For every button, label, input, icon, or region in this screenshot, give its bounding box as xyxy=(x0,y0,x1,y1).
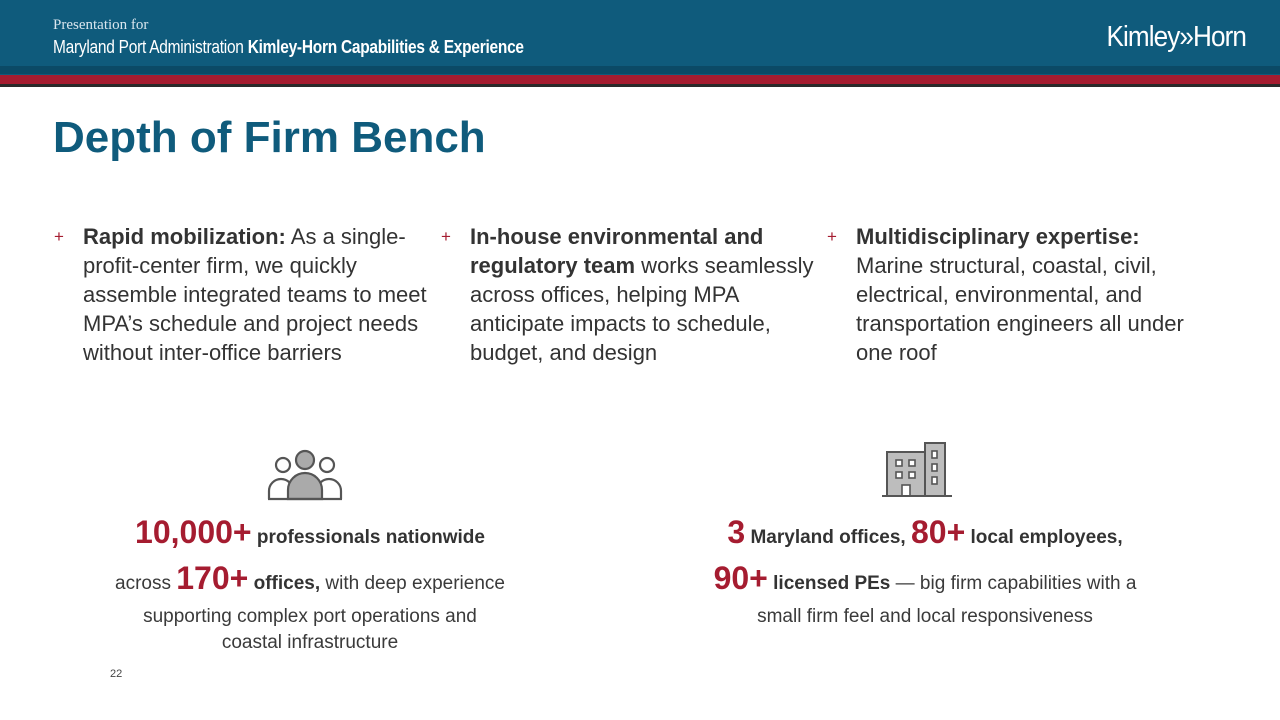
bullet-item xyxy=(441,222,815,367)
people-group-icon xyxy=(266,448,344,509)
header-red-band xyxy=(0,75,1280,84)
stat-line xyxy=(60,558,560,604)
plus-icon: + xyxy=(54,227,64,246)
header-strip xyxy=(0,66,1280,74)
stat-line xyxy=(660,512,1190,558)
stat-label: licensed PEs xyxy=(773,573,891,594)
stat-prefix: across xyxy=(115,573,177,594)
bullet-text: works seamlessly across offices, helping MPA anticipate impacts to schedule, budget, and design xyxy=(470,253,814,365)
bullet-heading: In-house environmental and regulatory team xyxy=(470,224,764,278)
bullet-item xyxy=(827,222,1201,367)
plus-icon: + xyxy=(827,227,837,246)
stat-number: 80+ xyxy=(910,514,966,550)
page-number: 22 xyxy=(110,668,123,680)
stat-number: 10,000+ xyxy=(135,514,252,550)
stat-number: 90+ xyxy=(713,560,768,596)
stat-number: 170+ xyxy=(176,560,249,596)
bullet-heading: Multidisciplinary expertise: xyxy=(856,224,1140,249)
bullet-text: Marine structural, coastal, civil, electrical, environmental, and transportation engineers all under one roof xyxy=(856,253,1184,365)
office-building-icon xyxy=(882,440,954,505)
bullet-text: As a single-profit-center firm, we quickly assemble integrated teams to meet MPA’s schedule and project needs without inter-office barriers xyxy=(83,224,427,365)
stat-description: small firm feel and local responsiveness xyxy=(757,606,1093,627)
stat-label: Maryland offices, xyxy=(750,527,906,548)
stat-rest-inline: — big firm capabilities with a xyxy=(890,573,1137,594)
stat-label: local employees, xyxy=(970,527,1123,548)
stat-block-maryland xyxy=(660,512,1190,630)
kimley-horn-logo: Kimley»Horn xyxy=(1106,21,1246,53)
bullet-item xyxy=(54,222,428,367)
stat-label: offices, xyxy=(253,573,321,594)
presentation-subtitle xyxy=(53,37,524,58)
bullet-heading: Rapid mobilization: xyxy=(83,224,286,249)
stat-block-nationwide xyxy=(60,512,560,656)
presentation-subject: Kimley-Horn Capabilities & Experience xyxy=(247,37,524,57)
plus-icon: + xyxy=(441,227,451,246)
stat-number: 3 xyxy=(727,514,746,550)
stat-line xyxy=(60,512,560,558)
stat-rest-inline: with deep experience xyxy=(320,573,505,594)
header-divider xyxy=(0,84,1280,87)
stat-line xyxy=(660,558,1190,604)
stat-description: supporting complex port operations and coastal infrastructure xyxy=(143,606,477,653)
page-title: Depth of Firm Bench xyxy=(53,113,486,162)
client-name: Maryland Port Administration xyxy=(53,37,244,57)
presentation-for-label: Presentation for xyxy=(53,17,149,33)
stat-label: professionals nationwide xyxy=(256,527,485,548)
